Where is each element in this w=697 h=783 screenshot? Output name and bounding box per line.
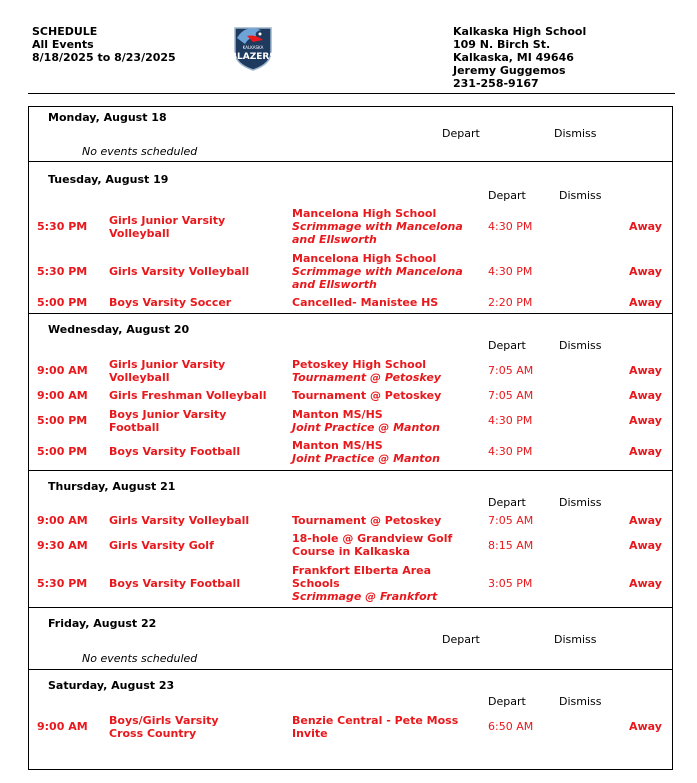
- dismiss-header: Dismiss: [559, 695, 602, 708]
- event-name: Girls Varsity Volleyball: [109, 265, 250, 278]
- event-time: 5:30 PM: [37, 265, 88, 278]
- event-time: 5:00 PM: [37, 445, 88, 458]
- depart-header: Depart: [488, 339, 526, 352]
- event-away: Away: [629, 514, 662, 527]
- day-heading: Wednesday, August 20: [48, 323, 190, 336]
- event-location: Tournament @ Petoskey: [292, 389, 442, 402]
- event-time: 9:00 AM: [37, 364, 88, 377]
- event-location: Cancelled- Manistee HS: [292, 296, 439, 309]
- event-away: Away: [629, 220, 662, 233]
- day-heading: Friday, August 22: [48, 617, 157, 630]
- header-right: [453, 25, 586, 90]
- day-divider: [28, 470, 673, 471]
- event-away: Away: [629, 364, 662, 377]
- dismiss-header: Dismiss: [554, 127, 597, 140]
- event-time: 9:30 AM: [37, 539, 88, 552]
- event-location: Manton MS/HS Joint Practice @ Manton: [292, 439, 440, 465]
- event-location: Manton MS/HS Joint Practice @ Manton: [292, 408, 440, 434]
- schedule-title: SCHEDULE: [32, 25, 98, 38]
- event-depart: 7:05 AM: [488, 364, 534, 377]
- blazers-logo: [223, 22, 283, 72]
- header-left: [32, 25, 176, 64]
- event-time: 5:30 PM: [37, 577, 88, 590]
- dismiss-header: Dismiss: [559, 189, 602, 202]
- event-away: Away: [629, 539, 662, 552]
- depart-header: Depart: [442, 633, 480, 646]
- event-name: Boys Junior Varsity Football: [109, 408, 227, 434]
- day-heading: Tuesday, August 19: [48, 173, 169, 186]
- event-location: Frankfort Elberta Area Schools Scrimmage @ Frankfort: [292, 564, 438, 603]
- day-divider: [28, 607, 673, 608]
- no-events-text: No events scheduled: [82, 652, 198, 665]
- event-name: Boys/Girls Varsity Cross Country: [109, 714, 219, 740]
- logo-top-text: KALKASKA: [242, 45, 264, 50]
- event-name: Girls Varsity Volleyball: [109, 514, 250, 527]
- depart-header: Depart: [442, 127, 480, 140]
- event-depart: 4:30 PM: [488, 414, 533, 427]
- event-away: Away: [629, 389, 662, 402]
- event-time: 9:00 AM: [37, 720, 88, 733]
- event-time: 9:00 AM: [37, 514, 88, 527]
- event-depart: 4:30 PM: [488, 445, 533, 458]
- event-away: Away: [629, 265, 662, 278]
- event-depart: 7:05 AM: [488, 514, 534, 527]
- event-depart: 2:20 PM: [488, 296, 533, 309]
- event-name: Boys Varsity Football: [109, 445, 241, 458]
- event-away: Away: [629, 445, 662, 458]
- day-heading: Monday, August 18: [48, 111, 167, 124]
- contact-phone: 231-258-9167: [453, 77, 539, 90]
- dismiss-header: Dismiss: [559, 496, 602, 509]
- schedule-frame: [28, 106, 673, 770]
- depart-header: Depart: [488, 496, 526, 509]
- logo-main-text: BLAZERS: [230, 52, 276, 62]
- depart-header: Depart: [488, 695, 526, 708]
- event-away: Away: [629, 414, 662, 427]
- day-divider: [28, 313, 673, 314]
- event-away: Away: [629, 720, 662, 733]
- event-time: 5:30 PM: [37, 220, 88, 233]
- event-time: 5:00 PM: [37, 296, 88, 309]
- event-away: Away: [629, 577, 662, 590]
- contact-name: Jeremy Guggemos: [453, 64, 566, 77]
- event-location: Petoskey High School Tournament @ Petoskey: [292, 358, 441, 384]
- event-name: Girls Junior Varsity Volleyball: [109, 358, 226, 384]
- school-name: Kalkaska High School: [453, 25, 587, 38]
- day-heading: Saturday, August 23: [48, 679, 175, 692]
- day-divider: [28, 161, 673, 162]
- event-depart: 8:15 AM: [488, 539, 534, 552]
- event-name: Boys Varsity Football: [109, 577, 241, 590]
- event-name: Girls Junior Varsity Volleyball: [109, 214, 226, 240]
- event-depart: 6:50 AM: [488, 720, 534, 733]
- depart-header: Depart: [488, 189, 526, 202]
- event-location: Tournament @ Petoskey: [292, 514, 442, 527]
- school-street: 109 N. Birch St.: [453, 38, 551, 51]
- event-location: Mancelona High School Scrimmage with Mancelona and Ellsworth: [292, 207, 463, 246]
- event-depart: 3:05 PM: [488, 577, 533, 590]
- event-name: Boys Varsity Soccer: [109, 296, 232, 309]
- event-location: Benzie Central - Pete Moss Invite: [292, 714, 459, 740]
- event-depart: 4:30 PM: [488, 265, 533, 278]
- event-location: 18-hole @ Grandview Golf Course in Kalkaska: [292, 532, 453, 558]
- event-depart: 4:30 PM: [488, 220, 533, 233]
- event-time: 5:00 PM: [37, 414, 88, 427]
- event-name: Girls Varsity Golf: [109, 539, 214, 552]
- school-city: Kalkaska, MI 49646: [453, 51, 574, 64]
- event-time: 9:00 AM: [37, 389, 88, 402]
- no-events-text: No events scheduled: [82, 145, 198, 158]
- event-location: Mancelona High School Scrimmage with Mancelona and Ellsworth: [292, 252, 463, 291]
- dismiss-header: Dismiss: [559, 339, 602, 352]
- header-divider: [28, 93, 675, 94]
- schedule-filter: All Events: [32, 38, 94, 51]
- day-divider: [28, 669, 673, 670]
- event-away: Away: [629, 296, 662, 309]
- schedule-date-range: 8/18/2025 to 8/23/2025: [32, 51, 176, 64]
- day-heading: Thursday, August 21: [48, 480, 176, 493]
- event-name: Girls Freshman Volleyball: [109, 389, 267, 402]
- dismiss-header: Dismiss: [554, 633, 597, 646]
- event-depart: 7:05 AM: [488, 389, 534, 402]
